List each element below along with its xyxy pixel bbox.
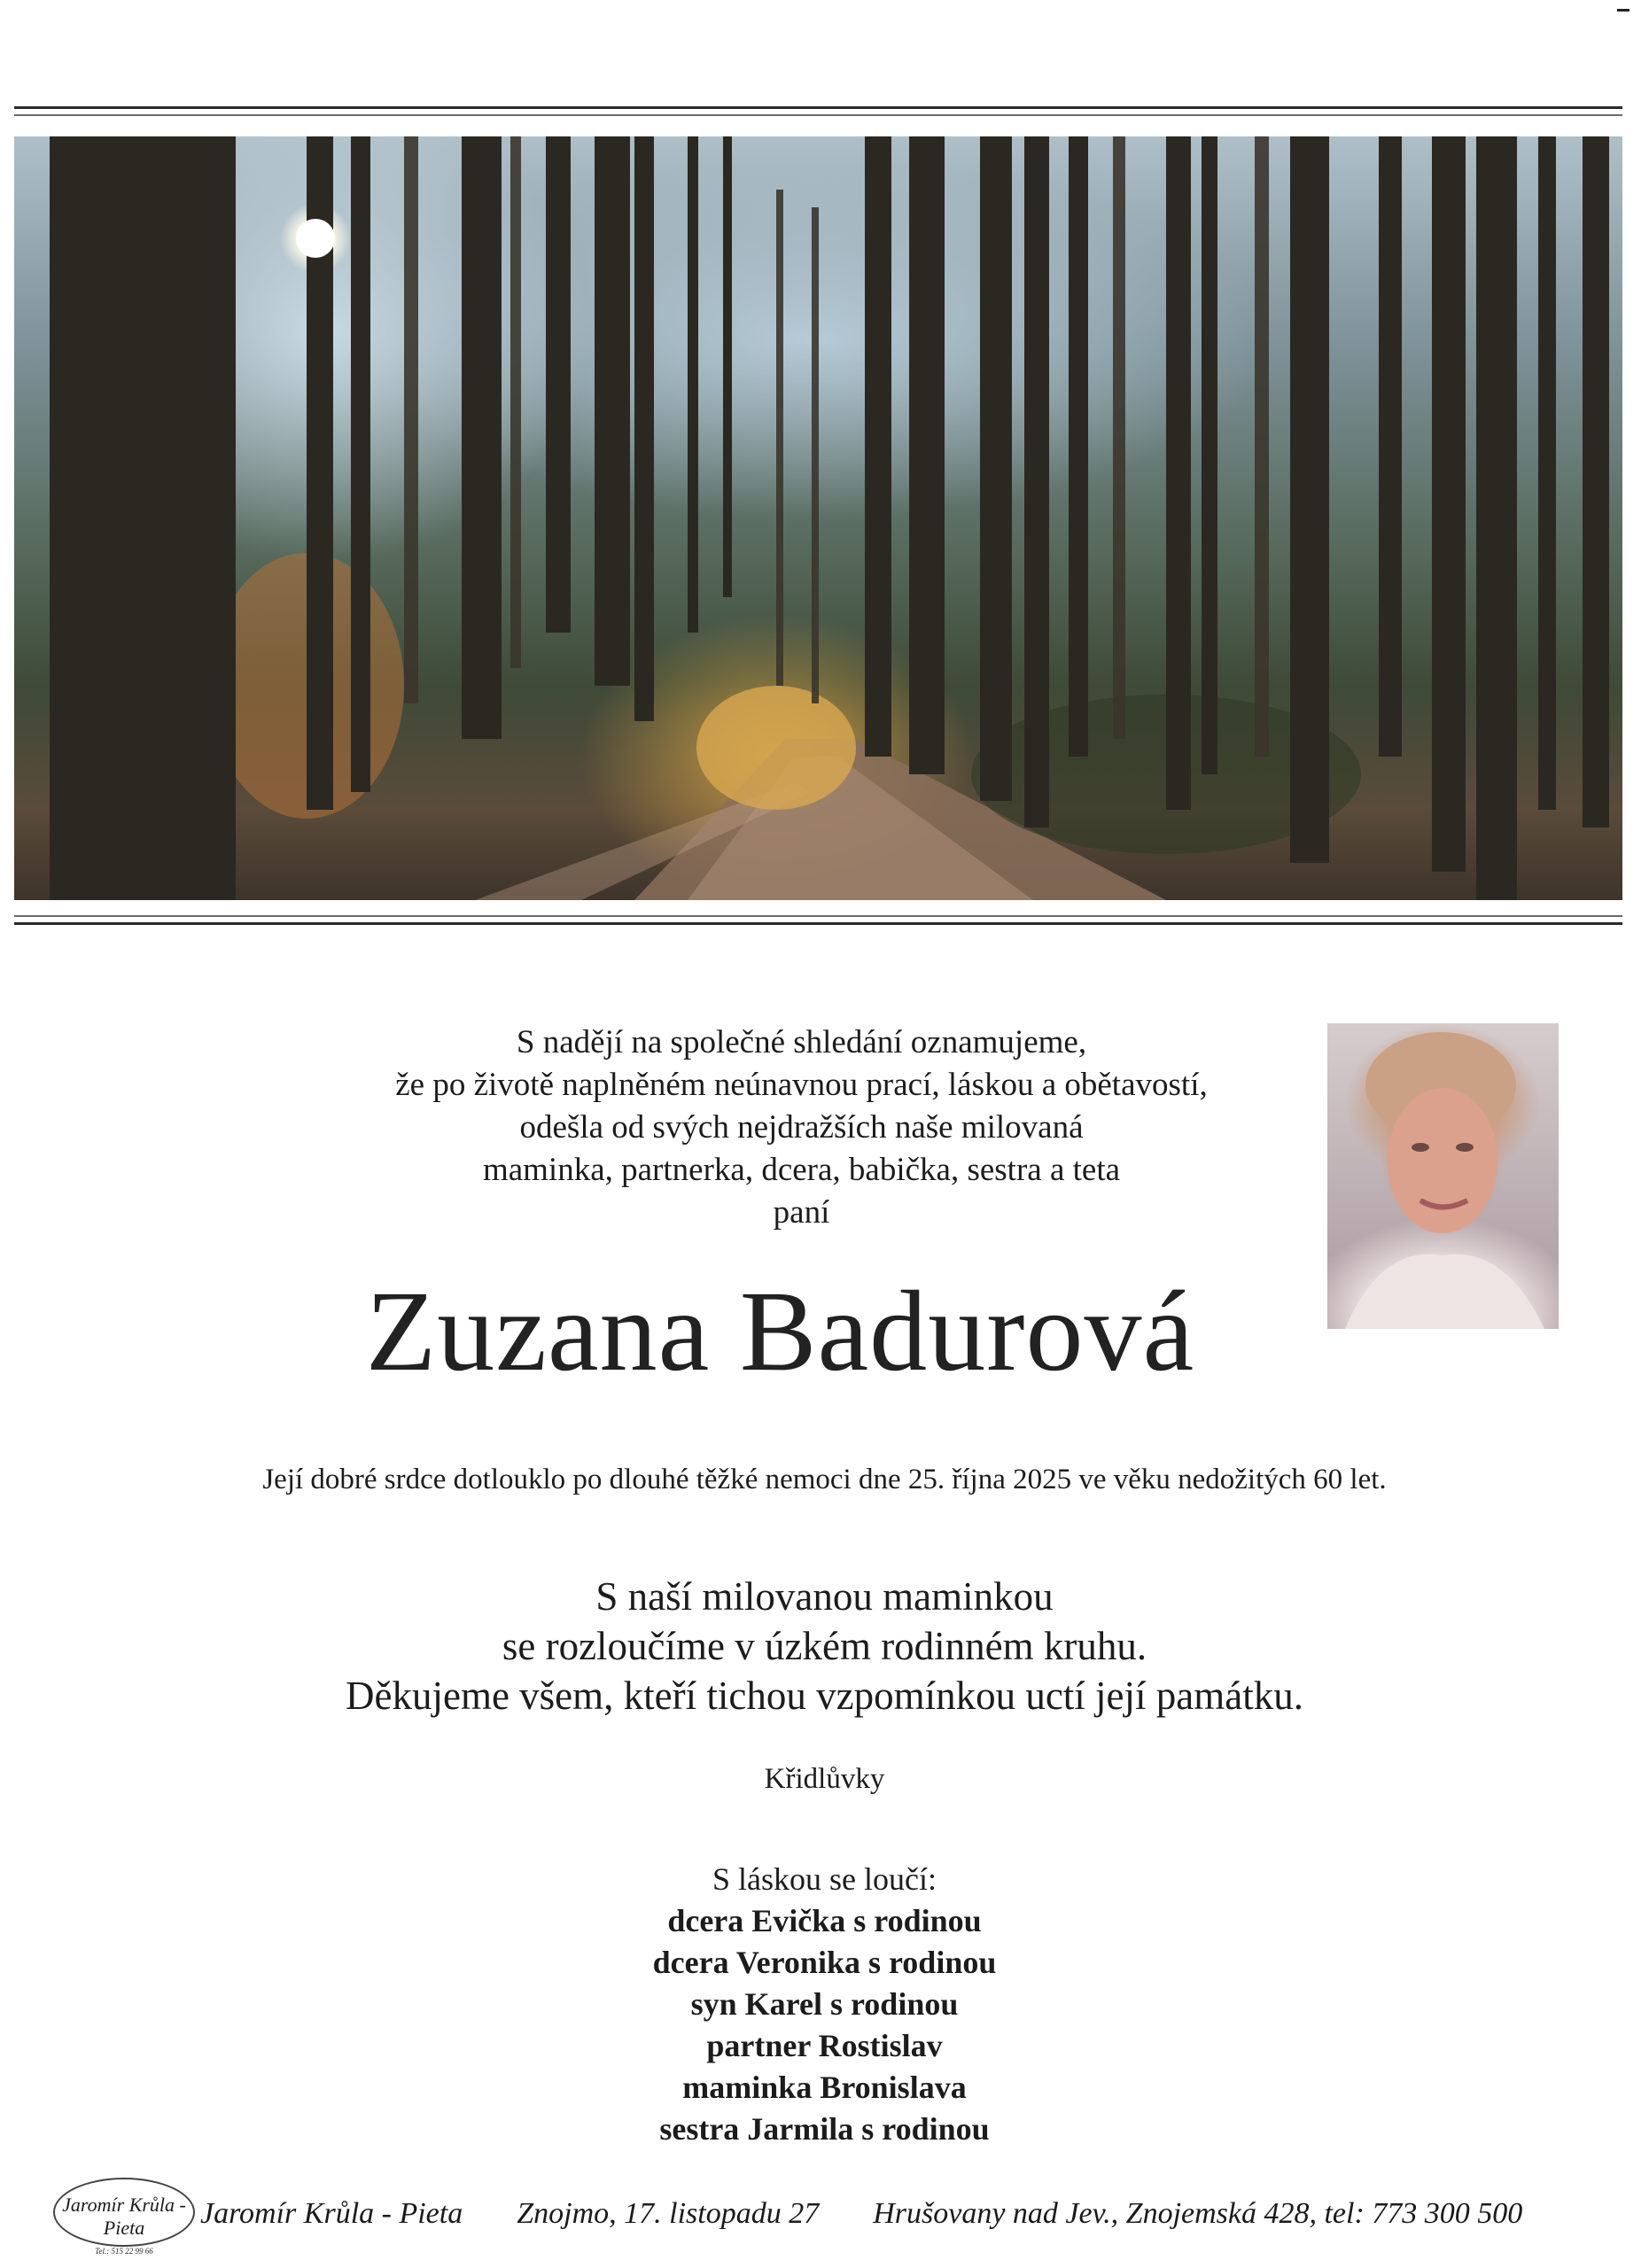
forest-photo: [14, 136, 1622, 900]
mourner: partner Rostislav: [706, 2028, 943, 2063]
top-border-rule: [14, 106, 1622, 121]
bottom-border-rule: [14, 915, 1622, 930]
death-notice: Její dobré srdce dotlouklo po dlouhé těžké nemoci dne 25. října 2025 ve věku nedožitých 60 let.: [262, 1464, 1387, 1495]
mourner: syn Karel s rodinou: [690, 1986, 959, 2022]
intro-line: že po životě naplněném neúnavnou prací, láskou a obětavostí,: [395, 1067, 1208, 1103]
footer-address-2: Hrušovany nad Jev., Znojemská 428, tel: 773 300 500: [873, 2197, 1523, 2230]
farewell-line: Děkujeme všem, kteří tichou vzpomínkou uctí její památku.: [346, 1674, 1303, 1718]
farewell-text: [0, 1572, 1649, 1720]
place-name: Křidlůvky: [764, 1763, 885, 1795]
mourner: sestra Jarmila s rodinou: [659, 2111, 990, 2147]
funeral-service-seal: [53, 2178, 195, 2256]
mourner: dcera Veronika s rodinou: [652, 1945, 997, 1980]
intro-line: paní: [773, 1194, 830, 1231]
mourners-list: [0, 1859, 1649, 2150]
footer-address-1: Znojmo, 17. listopadu 27: [517, 2197, 820, 2230]
farewell-line: S naší milovanou maminkou: [595, 1574, 1054, 1619]
footer-company: Jaromír Krůla - Pieta: [200, 2197, 463, 2230]
seal-phone: Tel.: 515 22 99 66: [95, 2247, 153, 2256]
deceased-name: Zuzana Badurová: [365, 1268, 1195, 1395]
footer: [0, 2171, 1649, 2256]
mourner: dcera Evička s rodinou: [667, 1903, 982, 1938]
farewell-line: se rozloučíme v úzkém rodinném kruhu.: [502, 1624, 1147, 1668]
intro-line: maminka, partnerka, dcera, babička, sestra a teta: [482, 1152, 1121, 1188]
seal-name: Jaromír Krůla - Pieta: [62, 2194, 186, 2239]
footer-contact: [200, 2197, 1522, 2231]
corner-mark: [1617, 9, 1630, 12]
intro-line: S nadějí na společné shledání oznamujeme,: [516, 1024, 1087, 1060]
intro-line: odešla od svých nejdražších naše milovaná: [519, 1109, 1084, 1146]
mourner: maminka Bronislava: [682, 2070, 967, 2105]
mourners-lead: S láskou se loučí:: [712, 1861, 937, 1897]
